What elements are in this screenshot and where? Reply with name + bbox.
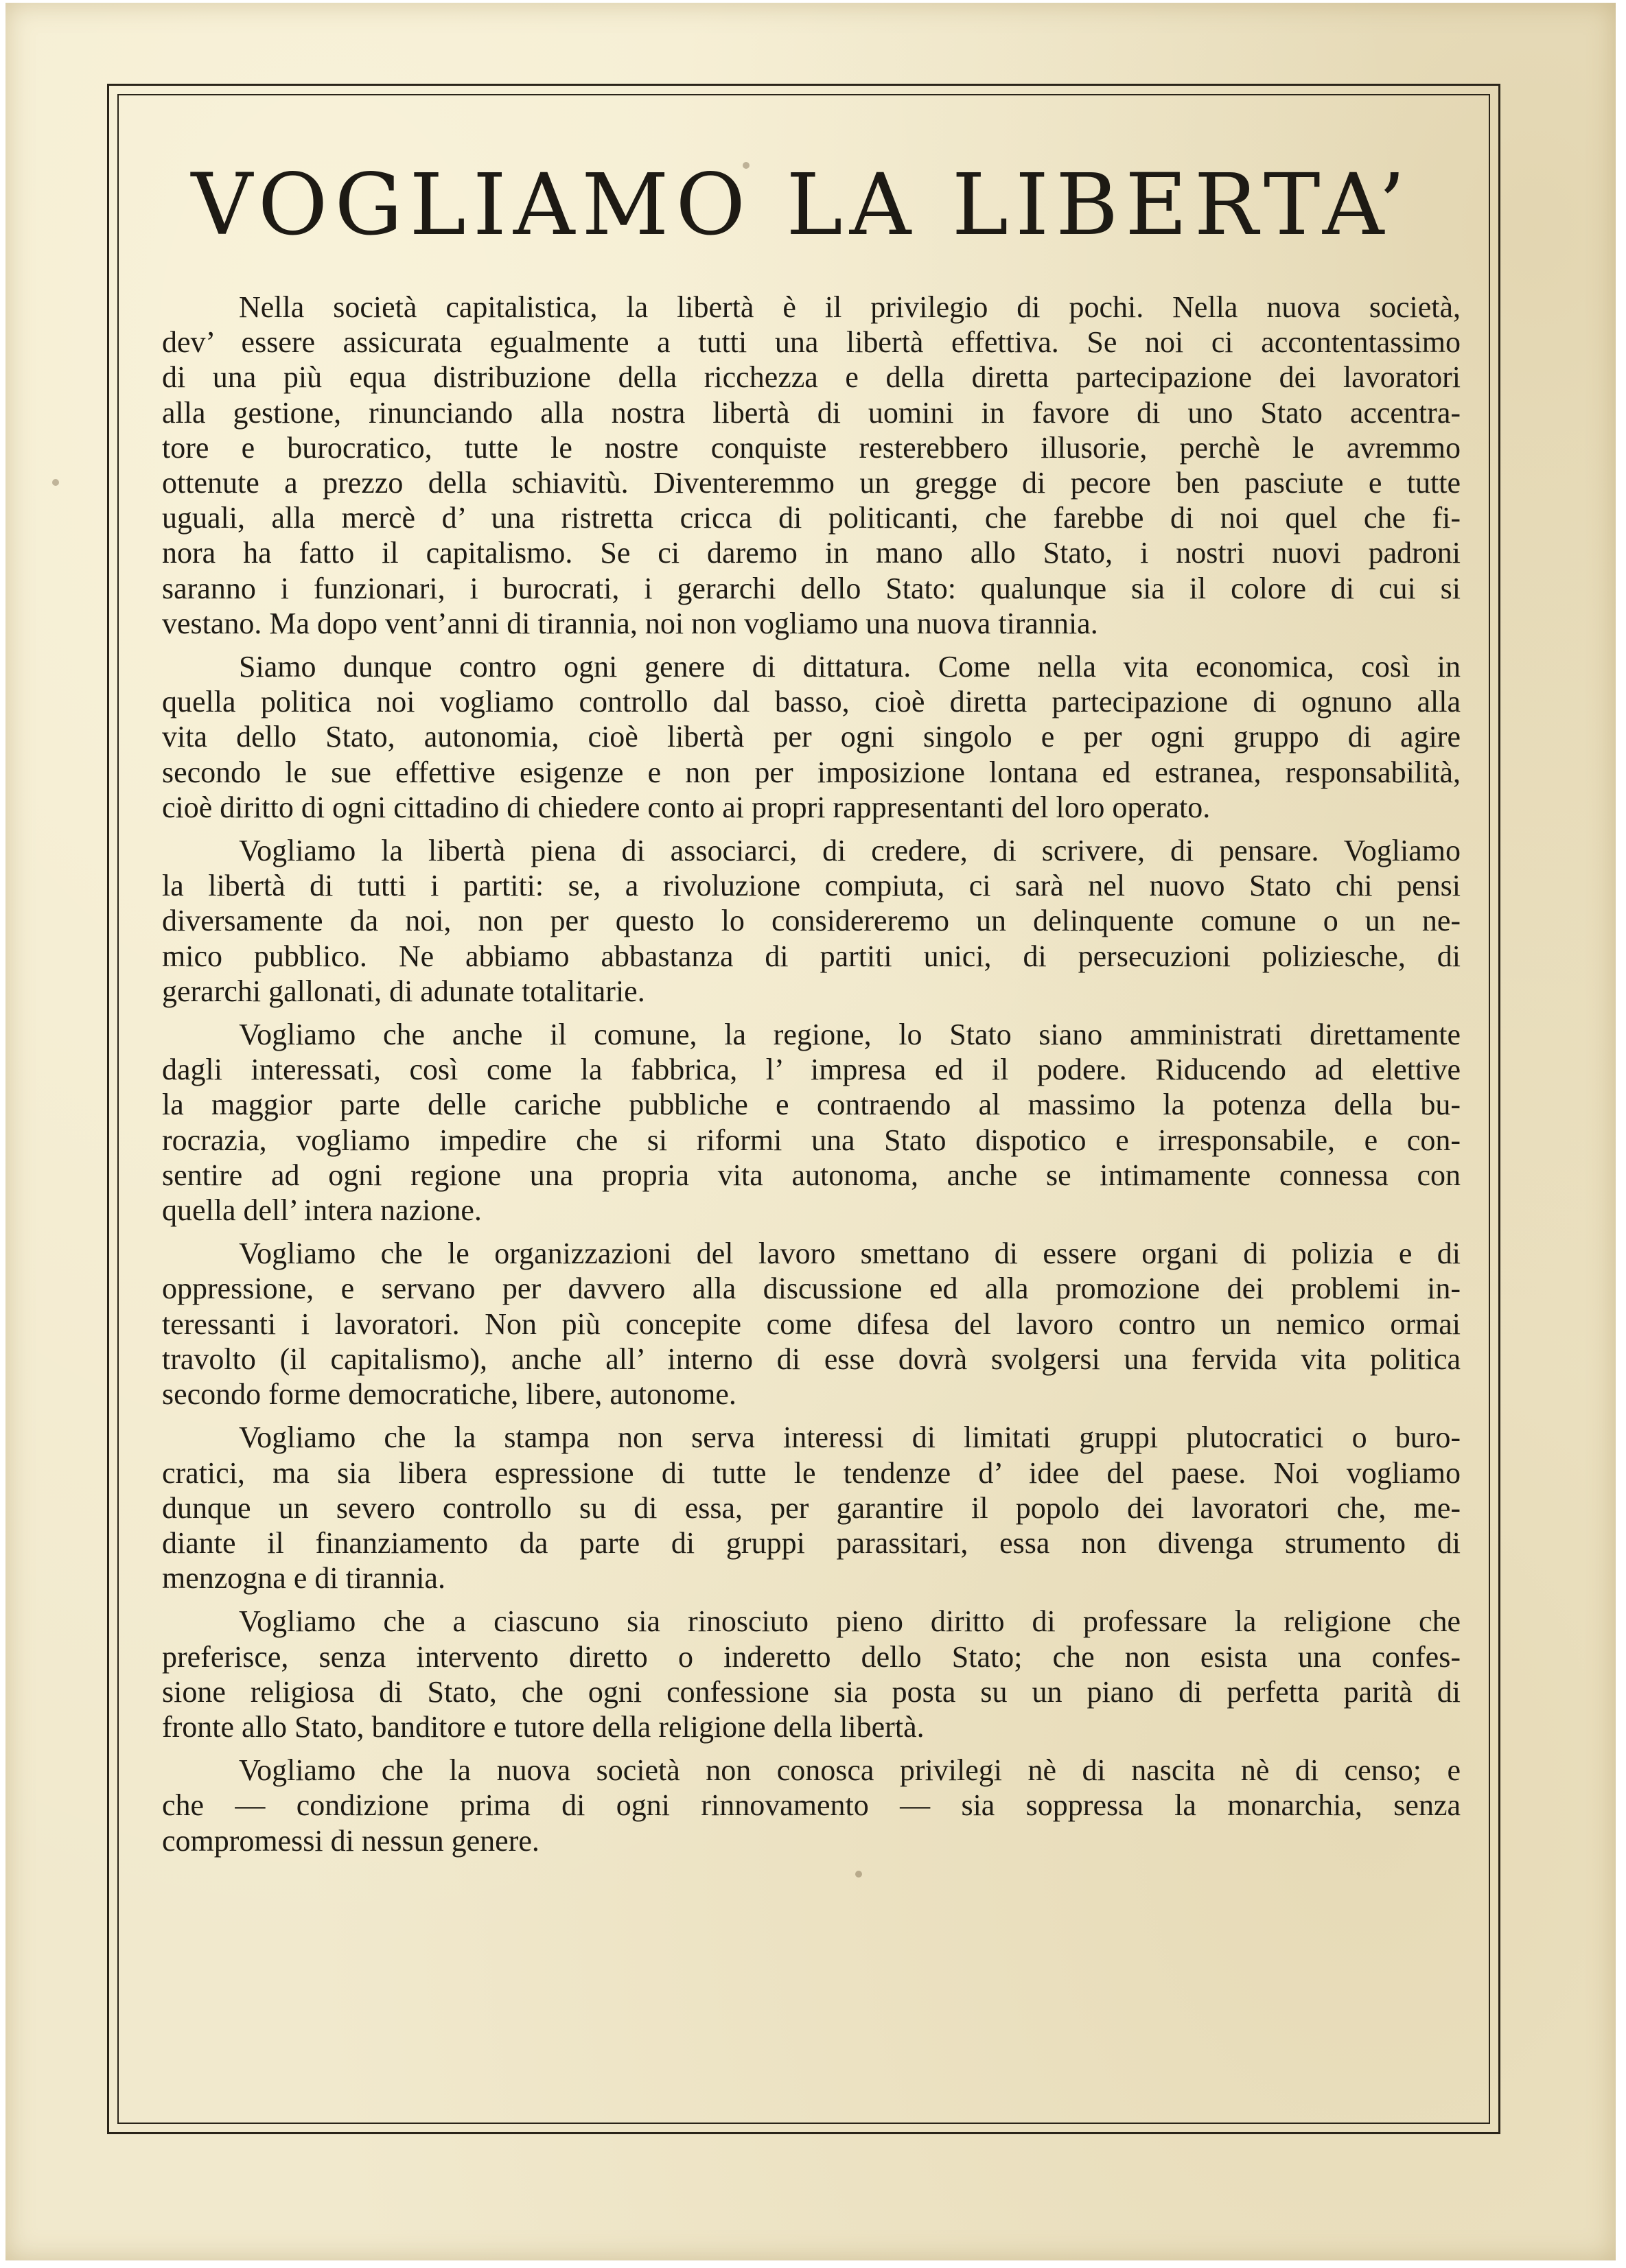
- text-line: uguali, alla mercè d’ una ristretta cricca di politicanti, che farebbe di noi quel che fi-: [162, 501, 1461, 535]
- text-line: diante il finanziamento da parte di gruppi parassitari, essa non divenga strumento di: [162, 1525, 1461, 1560]
- text-line: teressanti i lavoratori. Non più concepite come difesa del lavoro contro un nemico ormai: [162, 1307, 1461, 1341]
- paragraph: [162, 649, 1461, 825]
- text-line: fronte allo Stato, banditore e tutore della religione della libertà.: [162, 1709, 925, 1744]
- text-line: travolto (il capitalismo), anche all’ interno di esse dovrà svolgersi una fervida vita politica: [162, 1342, 1461, 1376]
- text-line: Nella società capitalistica, la libertà è il privilegio di pochi. Nella nuova società,: [239, 290, 1461, 324]
- text-line: Vogliamo che la nuova società non conosca privilegi nè di nascita nè di censo; e: [239, 1753, 1461, 1788]
- paragraph: [162, 1420, 1461, 1595]
- text-line: vita dello Stato, autonomia, cioè libertà per ogni singolo e per ogni gruppo di agire: [162, 720, 1461, 754]
- text-line: la maggior parte delle cariche pubbliche e contraendo al massimo la potenza della bu-: [162, 1088, 1461, 1122]
- text-line: Vogliamo che a ciascuno sia rinosciuto pieno diritto di professare la religione che: [239, 1604, 1461, 1639]
- manifesto-body: [162, 290, 1461, 1867]
- text-line: alla gestione, rinunciando alla nostra libertà di uomini in favore di uno Stato accentra-: [162, 395, 1461, 430]
- text-line: sentire ad ogni regione una propria vita autonoma, anche se intimamente connessa con: [162, 1158, 1461, 1192]
- text-line: rocrazia, vogliamo impedire che si riformi una Stato dispotico e irresponsabile, e con-: [162, 1123, 1461, 1157]
- page-title: VOGLIAMO LA LIBERTA’: [191, 156, 1413, 255]
- text-line: compromessi di nessun genere.: [162, 1823, 539, 1858]
- text-line: diversamente da noi, non per questo lo considereremo un delinquente comune o un ne-: [162, 904, 1461, 938]
- text-line: saranno i funzionari, i burocrati, i gerarchi dello Stato: qualunque sia il colore di cui si: [162, 571, 1461, 605]
- paper-spot: [52, 479, 59, 486]
- text-line: sione religiosa di Stato, che ogni confessione sia posta su un piano di perfetta parità di: [162, 1674, 1461, 1709]
- text-line: secondo le sue effettive esigenze e non per imposizione lontana ed estranea, responsabilità,: [162, 755, 1461, 789]
- paragraph: [162, 1236, 1461, 1412]
- text-line: oppressione, e servano per davvero alla discussione ed alla promozione dei problemi in-: [162, 1272, 1461, 1306]
- text-line: menzogna e di tirannia.: [162, 1561, 445, 1595]
- text-line: dunque un severo controllo su di essa, per garantire il popolo dei lavoratori che, me-: [162, 1490, 1461, 1525]
- text-line: Vogliamo che le organizzazioni del lavoro smettano di essere organi di polizia e di: [239, 1237, 1461, 1271]
- text-line: di una più equa distribuzione della ricchezza e della diretta partecipazione dei lavoratori: [162, 360, 1461, 395]
- text-line: secondo forme democratiche, libere, autonome.: [162, 1377, 736, 1412]
- paragraph: [162, 290, 1461, 641]
- text-line: cratici, ma sia libera espressione di tutte le tendenze d’ idee del paese. Noi vogliamo: [162, 1456, 1461, 1490]
- text-line: quella politica noi vogliamo controllo dal basso, cioè diretta partecipazione di ognuno alla: [162, 685, 1461, 719]
- text-line: Vogliamo la libertà piena di associarci, di credere, di scrivere, di pensare. Vogliamo: [239, 834, 1461, 868]
- text-line: dev’ essere assicurata egualmente a tutti una libertà effettiva. Se noi ci accontentassimo: [162, 325, 1461, 360]
- text-line: Vogliamo che la stampa non serva interessi di limitati gruppi plutocratici o buro-: [239, 1421, 1461, 1455]
- text-line: gerarchi gallonati, di adunate totalitarie.: [162, 974, 645, 1008]
- paragraph: [162, 1753, 1461, 1858]
- text-line: vestano. Ma dopo vent’anni di tirannia, noi non vogliamo una nuova tirannia.: [162, 606, 1098, 640]
- text-line: cioè diritto di ogni cittadino di chiedere conto ai propri rappresentanti del loro operato.: [162, 790, 1211, 824]
- paper-spot: [855, 1871, 862, 1878]
- paragraph: [162, 1017, 1461, 1228]
- text-line: mico pubblico. Ne abbiamo abbastanza di partiti unici, di persecuzioni poliziesche, di: [162, 939, 1461, 973]
- text-line: che — condizione prima di ogni rinnovamento — sia soppressa la monarchia, senza: [162, 1788, 1461, 1823]
- text-line: quella dell’ intera nazione.: [162, 1193, 482, 1228]
- text-line: nora ha fatto il capitalismo. Se ci daremo in mano allo Stato, i nostri nuovi padroni: [162, 536, 1461, 570]
- text-line: Siamo dunque contro ogni genere di dittatura. Come nella vita economica, così in: [239, 650, 1461, 684]
- text-line: ottenute a prezzo della schiavitù. Diventeremmo un gregge di pecore ben pasciute e tutte: [162, 466, 1461, 500]
- text-line: tore e burocratico, tutte le nostre conquiste resterebbero illusorie, perchè le avremmo: [162, 430, 1461, 465]
- text-line: Vogliamo che anche il comune, la regione, lo Stato siano amministrati direttamente: [239, 1018, 1461, 1052]
- paper-spot: [743, 162, 750, 169]
- text-line: la libertà di tutti i partiti: se, a rivoluzione compiuta, ci sarà nel nuovo Stato chi pensi: [162, 869, 1461, 903]
- paragraph: [162, 1604, 1461, 1744]
- text-line: dagli interessati, così come la fabbrica, l’ impresa ed il podere. Riducendo ad elettive: [162, 1053, 1461, 1087]
- paragraph: [162, 833, 1461, 1009]
- paper-sheet: [5, 3, 1616, 2260]
- text-line: preferisce, senza intervento diretto o inderetto dello Stato; che non esista una confes-: [162, 1639, 1461, 1674]
